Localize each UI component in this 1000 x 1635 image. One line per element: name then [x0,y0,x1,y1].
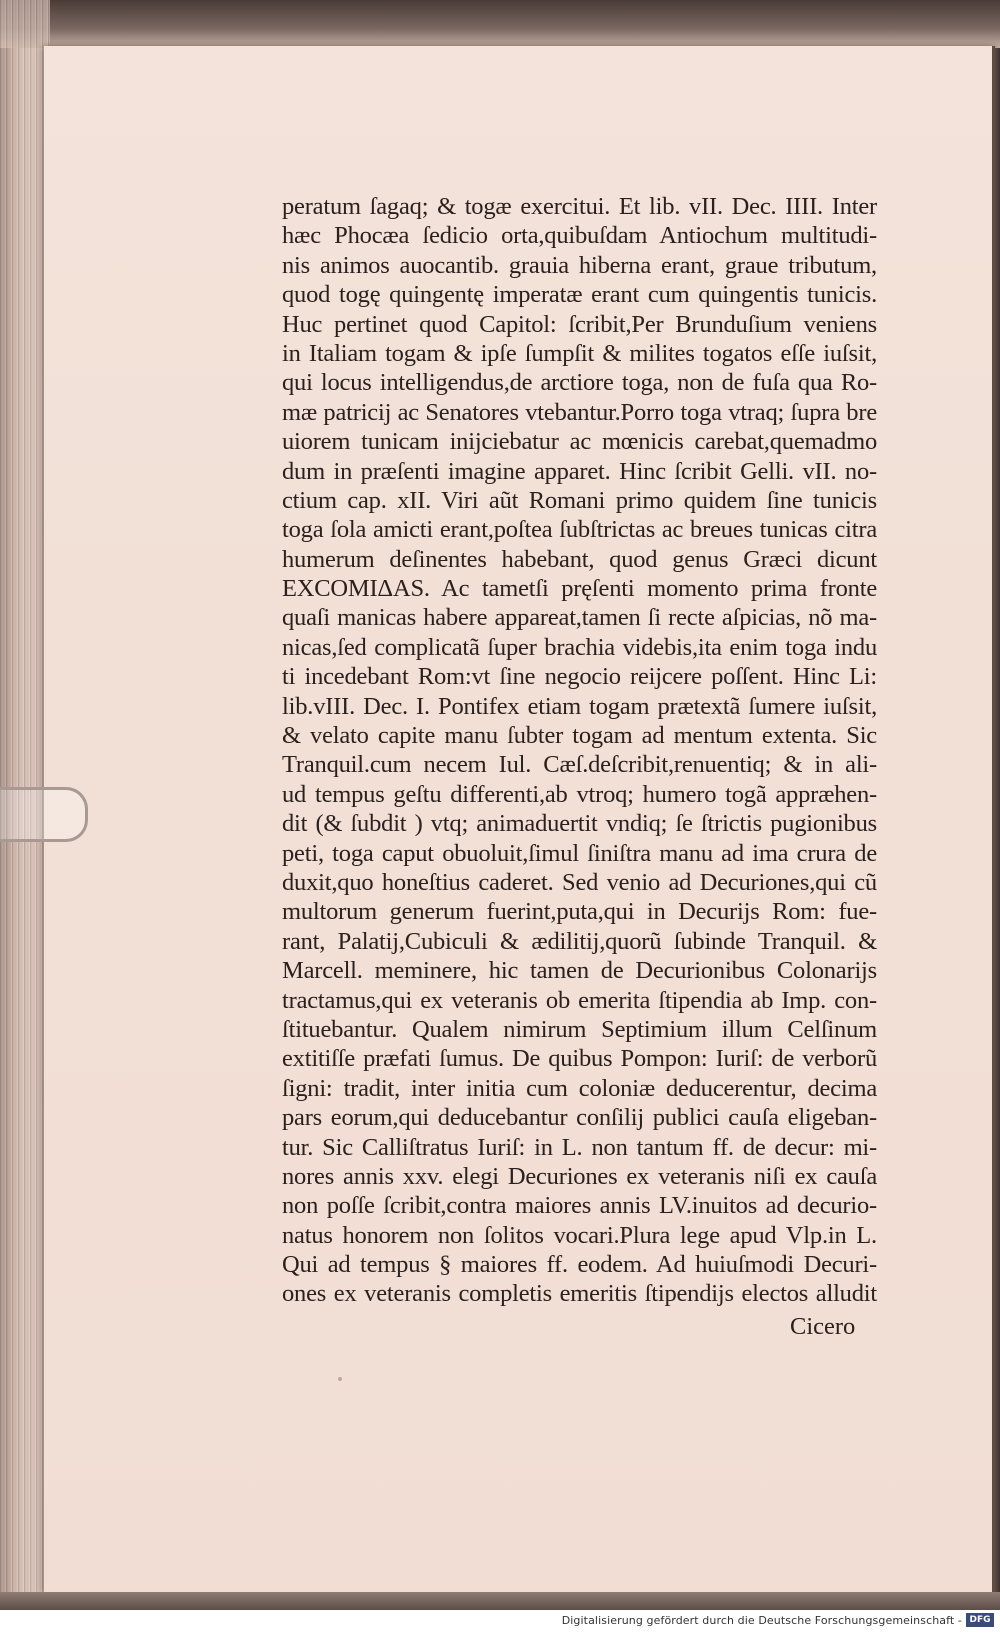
text-line: ti incedebant Rom:vt ſine negocio reijcere poſſent. Hinc Li: [282,663,877,691]
text-line: pars eorum,qui deducebantur conſilij publici cauſa eligeban- [282,1104,877,1132]
text-line: & velato capite manu ſubter togam ad mentum extenta. Sic [282,722,877,750]
text-line: tur. Sic Calliſtratus Iuriſ: in L. non tantum ff. de decur: mi- [282,1133,877,1161]
digitization-credit: Digitalisierung gefördert durch die Deutsche Forschungsgemeinschaft - [561,1614,962,1627]
text-line: dit (& ſubdit ) vtq; animaduertit vndiq; ſe ſtrictis pugionibus [282,810,877,838]
text-line: ctium cap. xII. Viri aũt Romani primo quidem ſine tunicis [282,486,877,514]
text-line: duxit,quo honeſtius caderet. Sed venio ad Decuriones,qui cũ [282,868,877,896]
text-line: tractamus,qui ex veteranis ob emerita ſtipendia ab Imp. con- [282,986,877,1014]
text-line: lib.vIII. Dec. I. Pontifex etiam togam prætextã ſumere iuſsit, [282,692,877,720]
text-line: Qui ad tempus § maiores ff. eodem. Ad huiuſmodi Decuri- [282,1251,877,1279]
text-line: extitiſſe præfati ſumus. De quibus Pompon: Iuriſ: de verborũ [282,1045,877,1073]
text-line: Tranquil.cum necem Iul. Cæſ.deſcribit,renuentiq; & in ali- [282,751,877,779]
text-line: Huc pertinet quod Capitol: ſcribit,Per Brunduſium veniens [282,310,877,338]
text-line: natus honorem non ſolitos vocari.Plura lege apud Vlp.in L. [282,1221,877,1249]
text-line: peti, toga caput obuoluit,ſimul ſiniſtra manu ad ima crura de [282,839,877,867]
text-line: multorum generum fuerint,puta,qui in Decurijs Rom: fue- [282,898,877,926]
dfg-logo: DFG [966,1613,994,1627]
text-line: nicas,ſed complicatã ſuper brachia videbis,ita enim toga indu [282,633,877,661]
paper-speck [338,1377,342,1381]
text-line: dum in præſenti imagine apparet. Hinc ſcribit Gelli. vII. no- [282,457,877,485]
text-line: quod togę quingentę imperatæ erant cum quingentis tunicis. [282,281,877,309]
text-line: EXCOMIΔAS. Ac tametſi pręſenti momento prima fronte [282,575,877,603]
bookmark-tab [0,787,88,842]
text-line: nores annis xxv. elegi Decuriones ex veteranis niſi ex cauſa [282,1162,877,1190]
text-line: ud tempus geſtu differenti,ab vtroq; humero togã appræhen- [282,780,877,808]
text-line: non poſſe ſcribit,contra maiores annis LV.inuitos ad decurio- [282,1192,877,1220]
text-line: quaſi manicas habere appareat,tamen ſi recte aſpicias, nõ ma- [282,604,877,632]
text-line: humerum deſinentes habebant, quod genus Græci dicunt [282,545,877,573]
catchword: Cicero [790,1313,856,1340]
text-line: in Italiam togam & ipſe ſumpſit & milites togatos eſſe iuſsit, [282,339,877,367]
text-line: ſtituebantur. Qualem nimirum Septimium illum Celſinum [282,1015,877,1043]
body-text [282,192,877,1309]
text-line: qui locus intelligendus,de arctiore toga, non de fuſa qua Ro- [282,369,877,397]
text-line: uiorem tunicam inijciebatur ac mœnicis carebat,quemadmo [282,428,877,456]
book-bottom-edge [0,1592,1000,1610]
text-line: rant, Palatij,Cubiculi & ædilitij,quorũ ſubinde Tranquil. & [282,927,877,955]
book-top-edge [0,0,1000,48]
text-line: toga ſola amicti erant,poſtea ſubſtrictas ac breues tunicas citra [282,516,877,544]
text-line: nis animos auocantib. grauia hiberna erant, graue tributum, [282,251,877,279]
text-line: mæ patricij ac Senatores vtebantur.Porro toga vtraq; ſupra bre [282,398,877,426]
text-line: ones ex veteranis completis emeritis ſtipendijs electos alludit [282,1280,877,1308]
text-line: Marcell. meminere, hic tamen de Decurionibus Colonarijs [282,957,877,985]
text-line: hæc Phocæa ſedicio orta,quibuſdam Antiochum multitudi- [282,222,877,250]
text-line: ſigni: tradit, inter initia cum coloniæ deducerentur, decima [282,1074,877,1102]
text-line: peratum ſagaq; & togæ exercitui. Et lib. vII. Dec. IIII. Inter [282,193,877,220]
